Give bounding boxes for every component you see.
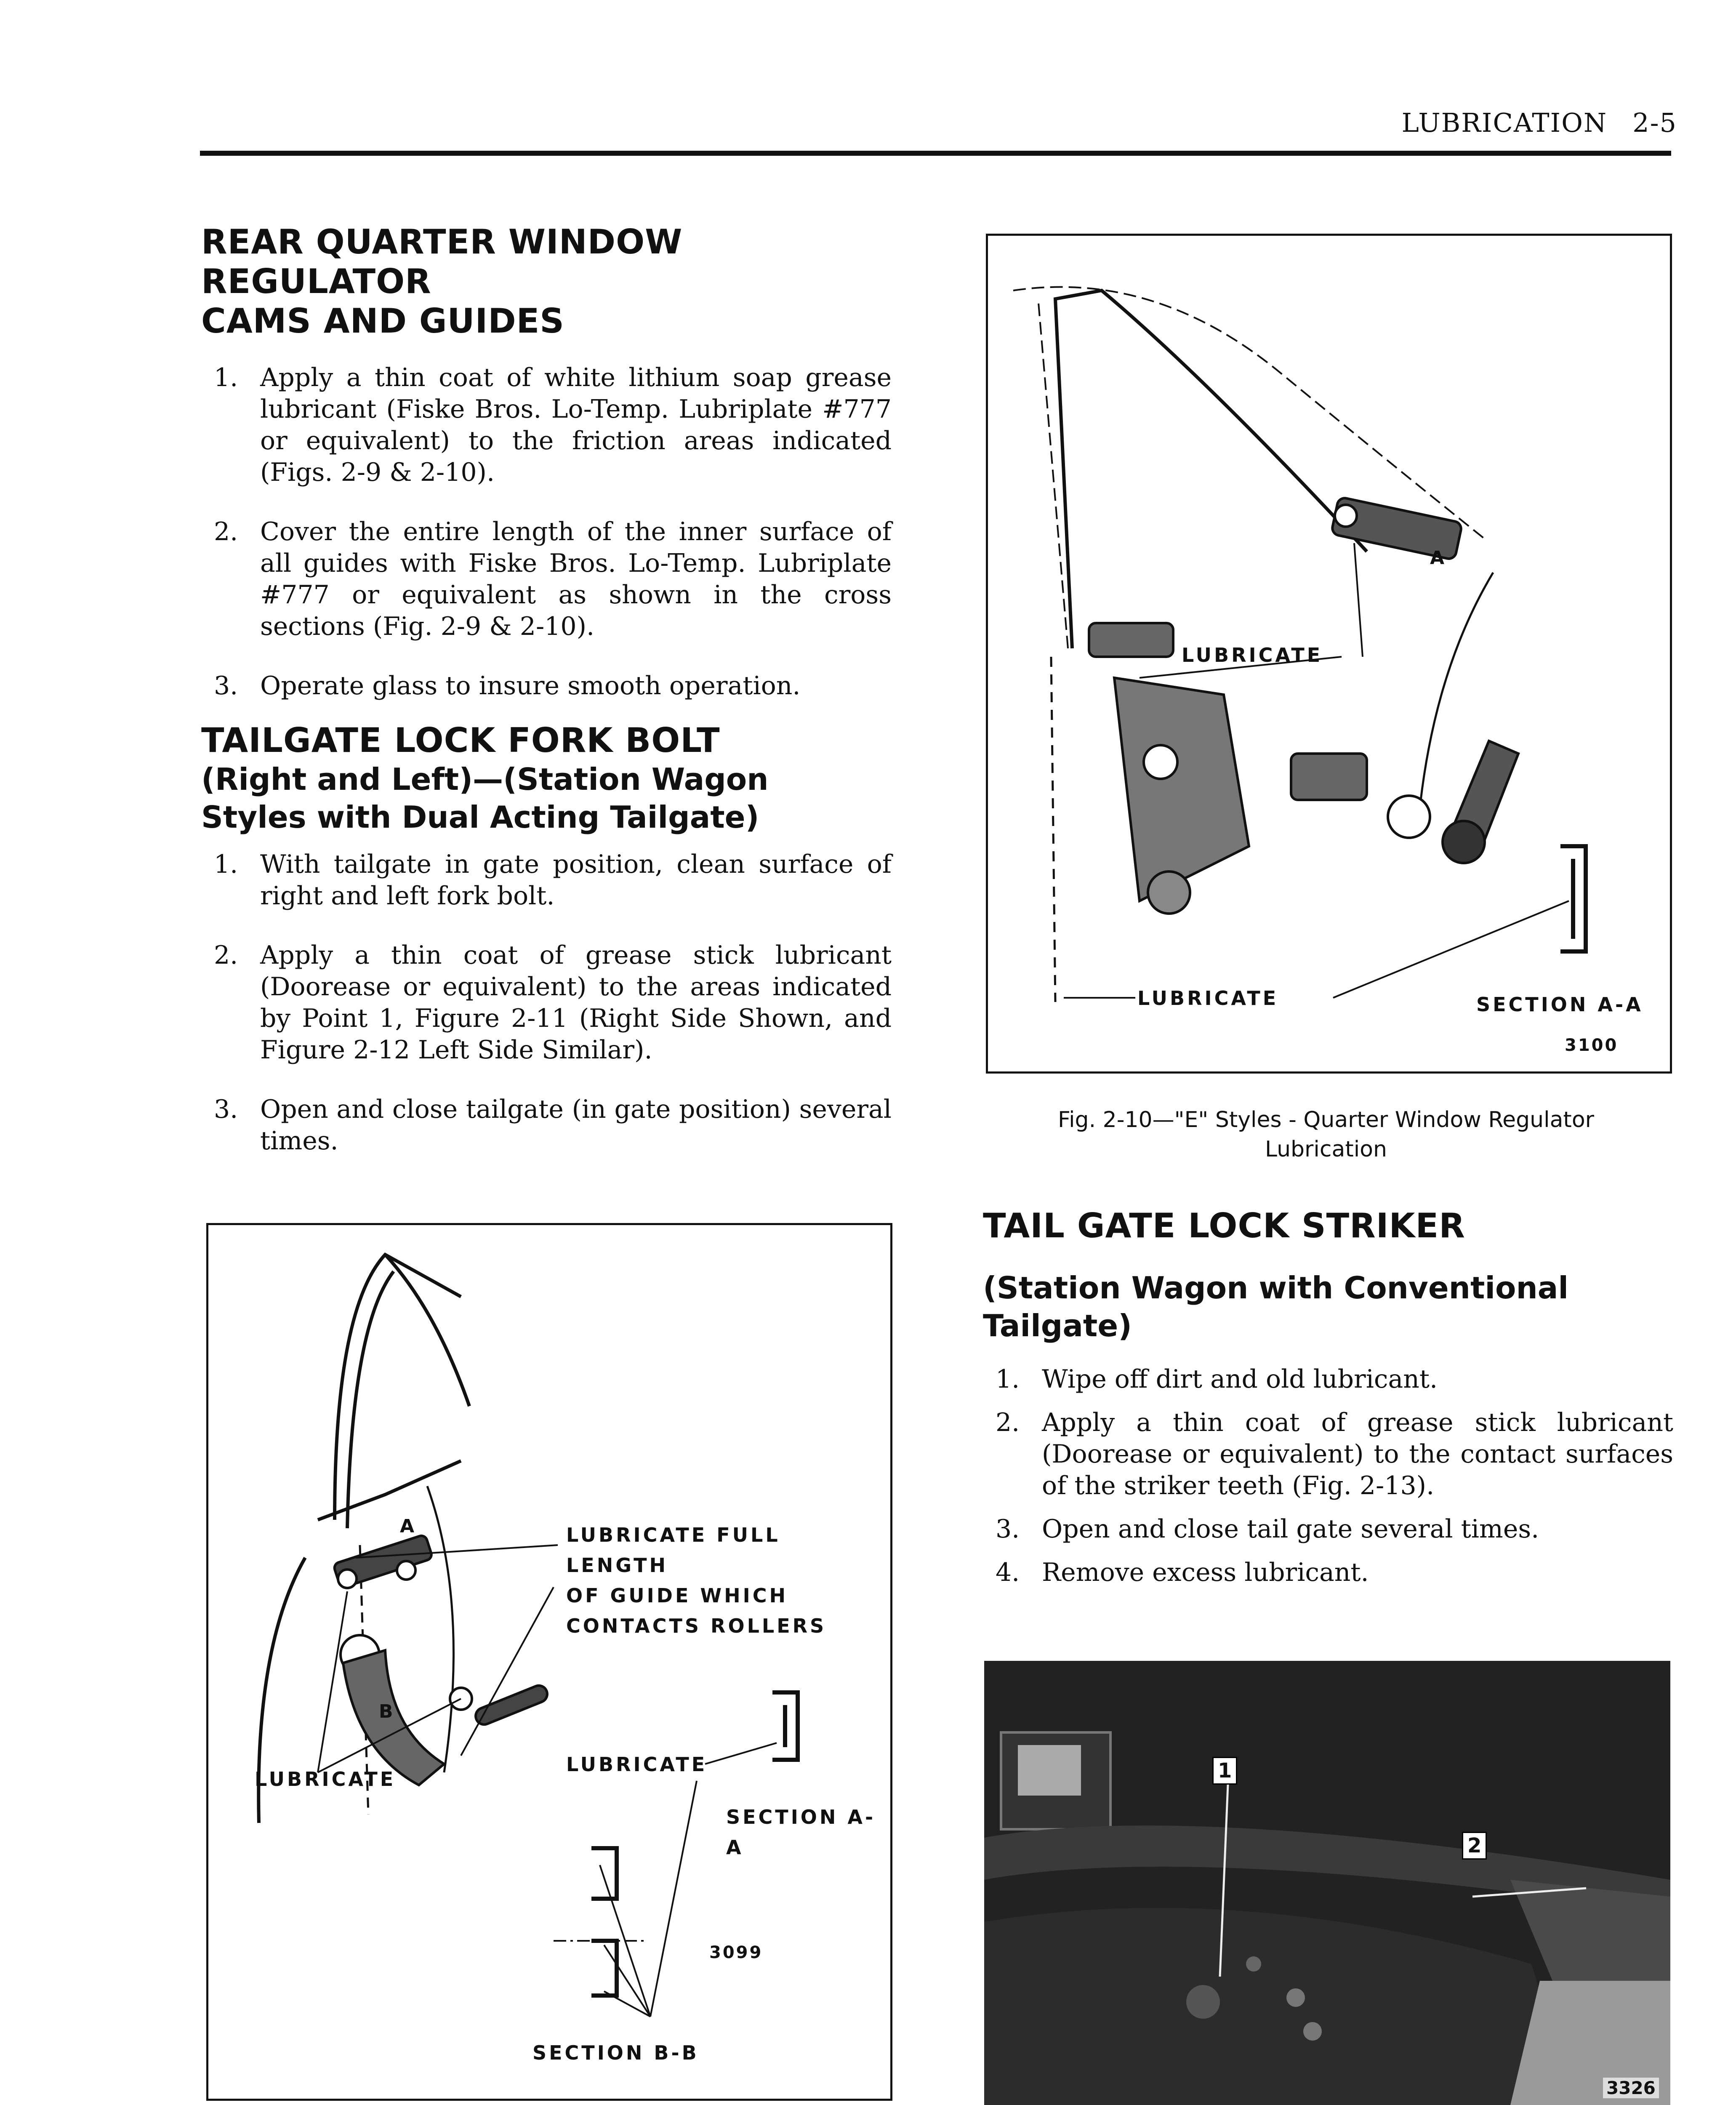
step-number: 3. (214, 1095, 238, 1124)
section-fork-bolt (201, 721, 892, 1185)
section-title-line-1: REAR QUARTER WINDOW REGULATOR (201, 222, 683, 301)
step-text: Remove excess lubricant. (1042, 1558, 1369, 1587)
step-text: With tailgate in gate position, clean surface of right and left fork bolt. (260, 850, 892, 911)
step-text: Open and close tailgate (in gate position) several times. (260, 1095, 892, 1156)
list-item (983, 1513, 1673, 1545)
step-text: Wipe off dirt and old lubricant. (1042, 1364, 1438, 1394)
quarter-window-regulator-illustration (208, 1225, 890, 2099)
section-subtitle (983, 1269, 1673, 1345)
label-line: OF GUIDE WHICH (566, 1584, 788, 1607)
section-title: TAILGATE LOCK FORK BOLT (201, 721, 720, 760)
list-item (201, 849, 892, 912)
tailgate-photo (984, 1661, 1670, 2105)
label-lubricate-top: LUBRICATE (1182, 644, 1323, 666)
header-rule (200, 151, 1671, 156)
step-number: 1. (214, 363, 238, 392)
step-number: 4. (996, 1558, 1020, 1587)
caption-line-1: Fig. 2-10—"E" Styles - Quarter Window Regulator (1057, 1107, 1595, 1132)
list-item (983, 1364, 1673, 1395)
list-item (201, 362, 892, 488)
step-text: Apply a thin coat of grease stick lubricant (Doorease or equivalent) to the contact surfaces of the striker teeth (Fig. 2-13). (1042, 1408, 1673, 1500)
list-item (201, 1094, 892, 1157)
label-lubricate-full-length (566, 1520, 890, 1641)
section-title: TAIL GATE LOCK STRIKER (983, 1206, 1465, 1245)
figure-2-10 (986, 234, 1672, 1074)
label-lubricate-bottom: LUBRICATE (1137, 987, 1279, 1010)
header-page-number: 2-5 (1632, 107, 1677, 138)
step-number: 2. (214, 941, 238, 970)
caption-line-2: Lubrication (1265, 1137, 1387, 1162)
quarter-window-regulator-e-illustration (988, 236, 1670, 1071)
caption-line-1 (198, 2103, 897, 2105)
list-item (983, 1407, 1673, 1502)
figure-2-10-caption (981, 1105, 1671, 1164)
list-item (201, 670, 892, 702)
section-subtitle-line-2: Styles with Dual Acting Tailgate) (201, 799, 759, 835)
figure-2-9-caption (198, 2103, 897, 2105)
section-subtitle (201, 760, 892, 836)
list-item (201, 940, 892, 1066)
label-section-a-a: SECTION A-A (726, 1806, 876, 1859)
step-text: Apply a thin coat of white lithium soap grease lubricant (Fiske Bros. Lo-Temp. Lubriplate #777 or equivalent) to the friction areas indicated (Figs. 2-9 & 2-10). (260, 363, 892, 487)
step-number: 3. (214, 671, 238, 701)
callout-2: 2 (1462, 1832, 1487, 1860)
label-lubricate-left: LUBRICATE (255, 1768, 396, 1791)
label-lubricate-mid: LUBRICATE (566, 1753, 708, 1776)
label-section-b-b: SECTION B-B (533, 2041, 699, 2064)
label-line: LUBRICATE FULL LENGTH (566, 1524, 780, 1577)
letter-b-label: B (379, 1701, 393, 1722)
step-number: 2. (214, 517, 238, 546)
section-quarter-window (201, 222, 892, 730)
figure-number: 3099 (709, 1943, 763, 1962)
list-item (201, 516, 892, 642)
header-section: LUBRICATION (1401, 107, 1608, 138)
step-text: Operate glass to insure smooth operation. (260, 671, 801, 701)
list-item (983, 1557, 1673, 1588)
label-line: CONTACTS ROLLERS (566, 1615, 827, 1637)
step-number: 2. (996, 1408, 1020, 1437)
figure-2-11 (984, 1661, 1670, 2105)
letter-a-label: A (400, 1516, 415, 1537)
step-number: 1. (996, 1364, 1020, 1394)
section-subtitle-line-1: (Right and Left)—(Station Wagon (201, 762, 769, 797)
step-number: 3. (996, 1514, 1020, 1544)
letter-a-label: A (1430, 547, 1445, 569)
figure-number: 3100 (1565, 1036, 1619, 1055)
running-header (1402, 107, 1677, 138)
step-number: 1. (214, 850, 238, 879)
steps-list (201, 849, 892, 1157)
step-text: Open and close tail gate several times. (1042, 1514, 1539, 1544)
section-tail-gate-striker (983, 1206, 1673, 1600)
section-title-line-2: CAMS AND GUIDES (201, 301, 564, 341)
figure-2-9 (206, 1223, 892, 2101)
figure-number: 3326 (1603, 2078, 1659, 2098)
step-text: Apply a thin coat of grease stick lubricant (Doorease or equivalent) to the areas indicated by Point 1, Figure 2-11 (Right Side Shown, and Figure 2-12 Left Side Similar). (260, 941, 892, 1065)
steps-list (201, 362, 892, 702)
callout-1: 1 (1212, 1757, 1237, 1785)
label-section-a-a: SECTION A-A (1476, 993, 1643, 1016)
step-text: Cover the entire length of the inner surface of all guides with Fiske Bros. Lo-Temp. Lubriplate #777 or equivalent as shown in the cross sections (Fig. 2-9 & 2-10). (260, 517, 892, 641)
section-subtitle-line-2: Tailgate) (983, 1308, 1132, 1343)
section-subtitle-line-1: (Station Wagon with Conventional (983, 1270, 1569, 1306)
section-title (201, 222, 892, 341)
steps-list (983, 1364, 1673, 1588)
